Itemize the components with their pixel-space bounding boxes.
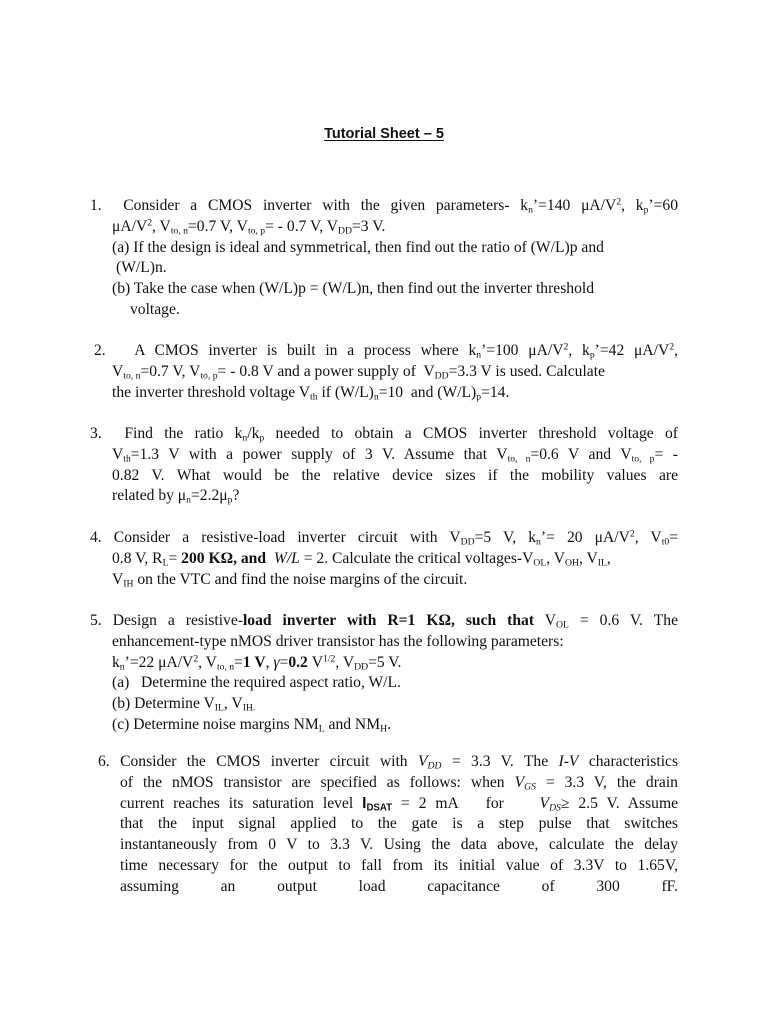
question-6-line-3: current reaches its saturation level $I_{DSAT} = 2$ mA for $V_{DS}\ge 2.5$ V. Assume [120,794,678,813]
question-3-line-1: 3. Find the ratio $k_n/k_p$ needed to obtain a CMOS inverter threshold voltage of [90,425,678,444]
question-4-line-1: 4. Consider a resistive-load inverter circuit with $V_{DD}=5$ V, $k_n’= 20$ $\mu A/V^2$, $V_{t0}=$ [90,528,678,548]
question-3 [90,424,678,507]
question-5-line-1: 5. Design a resistive-load inverter with R=1 KΩ, such that $V_{OL} = 0.6$ V. The [90,612,678,631]
question-1 [90,196,678,321]
question-1-number: 1. [90,197,102,214]
question-2-number: 2. [94,342,106,359]
question-4-line-2: 0.8 V, $R_L= 200$ KΩ, and W/L = 2. Calculate the critical voltages-$V_{OL}$, $V_{OH}$, $V_{IL}$, [112,549,611,569]
question-1-part-b: (b) Take the case when (W/L)p = (W/L)n, then find out the inverter threshold [112,280,594,298]
question-6-number: 6. [98,753,110,770]
question-4-line-3: $V_{IH}$ on the VTC and find the noise margins of the circuit. [112,570,468,589]
question-5-part-c: (c) Determine noise margins $NM_L$ and $NM_H$. [112,715,391,735]
question-6-line-2: of the nMOS transistor are specified as follows: when $V_{GS} = 3.3$ V, the drain [120,773,678,793]
question-6-line-1: 6. Consider the CMOS inverter circuit with $V_{DD} = 3.3$ V. The I-V characteristics [98,753,679,772]
question-1-part-a: (a) If the design is ideal and symmetrical, then find out the ratio of (W/L)p and [112,238,604,256]
question-1-line-2: $\mu A/V^2$, $V_{to, n}=0.7$ V, $V_{to, p}= - 0.7$ V, $V_{DD}=3$ V. [112,217,386,237]
question-6-line-5: instantaneously from 0 V to 3.3 V. Using the data above, calculate the delay [120,836,678,854]
question-3-number: 3. [90,425,102,442]
question-5-line-3: $k_n’=22$ $\mu A/V^2$, $V_{to, n}=1$ V, γ=0.2 $V^{1/2}$, $V_{DD}=5$ V. [112,653,402,672]
question-6-line-4: that the input signal applied to the gate is a step pulse that switches [120,815,678,833]
question-6-line-7: assuming an output load capacitance of 300 fF. [120,877,678,895]
question-5-line-2: enhancement-type nMOS driver transistor has the following parameters: [112,632,564,650]
question-1-part-b-cont: voltage. [130,300,180,318]
question-5 [90,611,678,736]
question-5-number: 5. [90,612,102,629]
question-6-line-6: time necessary for the output to fall from its initial value of 3.3V to 1.65V, [120,856,678,874]
question-1-line-1: 1. Consider a CMOS inverter with the given parameters- $k_n’=140$ $\mu A/V^2$, $k_p’=60$ [90,196,678,216]
question-5-part-a: (a) Determine the required aspect ratio, W/L. [112,674,401,692]
question-4-number: 4. [90,529,102,546]
question-6 [98,752,678,898]
question-2 [94,341,678,403]
page-title: Tutorial Sheet – 5 [324,126,444,142]
question-4 [90,528,678,590]
question-2-line-2: $V_{to, n}=0.7$ V, $V_{to, p}= - 0.8$ V and a power supply of $V_{DD}=3.3$ V is used. Calculate [112,362,605,382]
question-5-part-b: (b) Determine $V_{IL}$, $V_{IH.}$ [112,695,256,714]
question-3-line-4: related by $\mu_n=2.2\mu_p$? [112,487,240,506]
question-3-line-3: 0.82 V. What would be the relative device sizes if the mobility values are [112,466,678,484]
question-1-part-a-cont: (W/L)n. [116,259,167,277]
question-3-line-2: $V_{th}=1.3$ V with a power supply of 3 V. Assume that $V_{to, n}=0.6$ V and $V_{to, p}=$ - [112,445,678,465]
question-2-line-1: 2. A CMOS inverter is built in a process where $k_n’=100$ $\mu A/V^2$, $k_p’=42$ $\mu A/V^2$, [94,341,678,361]
question-2-line-3: the inverter threshold voltage $V_{th}$ if $(W/L)_n=10$ and $(W/L)_p=14$. [112,383,510,402]
